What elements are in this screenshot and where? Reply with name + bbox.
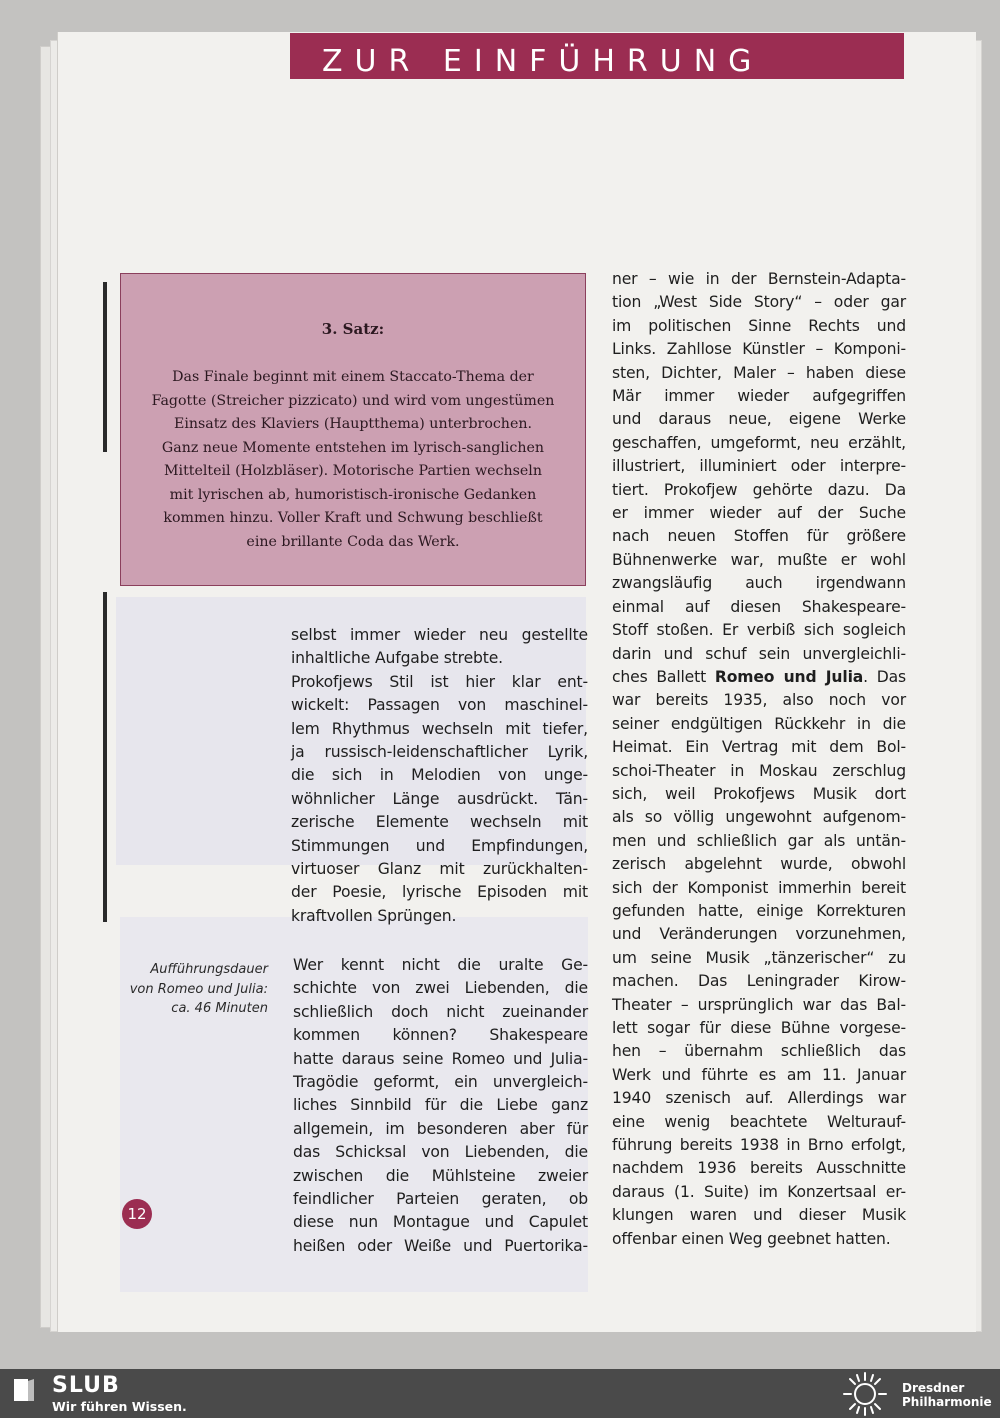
text-line: Wer kennt nicht die uralte Ge-	[293, 956, 588, 974]
text-line: tion „West Side Story“ – oder gar	[612, 293, 906, 312]
text-line: schließlich doch nicht zueinander	[293, 1002, 588, 1021]
philharmonie-name-line: Philharmonie	[902, 1395, 992, 1409]
text-line: schichte von zwei Liebenden, die	[293, 979, 588, 998]
caption-line: Aufführungsdauer	[150, 962, 268, 977]
text-line: virtuoser Glanz mit zurückhalten-	[291, 860, 588, 879]
text-line: klungen waren und dieser Musik	[612, 1206, 906, 1225]
duration-caption	[118, 960, 268, 1019]
text-line: wickelt: Passagen von maschinel-	[291, 696, 588, 715]
box-line: Fagotte (Streicher pizzicato) und wird vom ungestümen	[151, 392, 555, 409]
ballet-title: Romeo und Julia	[714, 667, 864, 686]
text-line: sich der Komponist immerhin bereit	[612, 878, 906, 897]
text-line: hatte daraus seine Romeo und Julia-	[293, 1049, 588, 1068]
caption-line: von Romeo und Julia:	[129, 981, 268, 997]
text-line: geschaffen, umgeformt, neu erzählt,	[612, 433, 906, 452]
text-line: Links. Zahllose Künstler – Komponi-	[612, 340, 906, 359]
text-line: wöhnlicher Länge ausdrückt. Tän-	[291, 789, 588, 808]
text-line: men und schließlich gar als untän-	[612, 831, 906, 850]
slub-name[interactable]: SLUB	[52, 1373, 120, 1398]
text-line: um seine Musik „tänzerischer“ zu	[612, 948, 906, 967]
text-line: im politischen Sinne Rechts und	[612, 316, 906, 335]
text-line: nachdem 1936 bereits Ausschnitte	[612, 1159, 906, 1178]
text-line: schoi-Theater in Moskau zerschlug	[612, 761, 906, 780]
text-line: daraus (1. Suite) im Konzertsaal er-	[612, 1182, 906, 1201]
text-line: lem Rhythmus wechseln mit tiefer,	[291, 719, 588, 738]
box-line: eine brillante Coda das Werk.	[246, 533, 460, 550]
text-line: Heimat. Ein Vertrag mit dem Bol-	[612, 738, 906, 757]
philharmonie-name[interactable]	[902, 1381, 996, 1409]
text-line: die sich in Melodien von unge-	[291, 766, 588, 785]
text-line: einmal auf diesen Shakespeare-	[612, 597, 906, 616]
text-line: heißen oder Weiße und Puertorika-	[293, 1236, 588, 1255]
box-line: Ganz neue Momente entstehen im lyrisch-sanglichen	[161, 439, 545, 456]
text-line: diese nun Montague und Capulet	[293, 1213, 588, 1232]
text-line: gefunden hatte, einige Korrekturen	[612, 901, 906, 920]
footer-bar	[0, 1369, 1000, 1418]
text-line: Bühnenwerke war, mußte er wohl	[612, 550, 906, 569]
text-fragment: ches Ballett	[612, 667, 715, 686]
text-line: zwangsläufig auch irgendwann	[612, 574, 906, 593]
text-line: selbst immer wieder neu gestellte	[291, 626, 588, 644]
text-line: tiert. Prokofjew gehörte dazu. Da	[612, 480, 906, 499]
text-line: inhaltliche Aufgabe strebte.	[291, 649, 503, 668]
box-line: mit lyrischen ab, humoristisch-ironische Gedanken	[169, 486, 537, 503]
box-line: Einsatz des Klaviers (Hauptthema) unterbrochen.	[173, 416, 532, 432]
movement-info-box	[120, 273, 586, 586]
text-line: eine wenig beachtete Welturauf-	[612, 1112, 906, 1131]
right-column	[612, 268, 906, 1251]
text-line: darin und schuf sein unvergleichli-	[612, 644, 906, 663]
text-line: sich, weil Prokofjews Musik dort	[612, 784, 906, 803]
box-line: Mittelteil (Holzbläser). Motorische Partien wechseln	[164, 463, 542, 479]
margin-rule	[103, 282, 107, 452]
text-line: lett sogar für diese Bühne vorgese-	[612, 1019, 906, 1037]
text-line: er immer wieder auf der Suche	[612, 504, 906, 523]
middle-column-block-2	[293, 954, 588, 1258]
text-line: und Veränderungen vorzunehmen,	[612, 925, 906, 944]
slub-tagline: Wir führen Wissen.	[52, 1399, 187, 1414]
page-number: 12	[122, 1199, 152, 1229]
text-line: kraftvollen Sprüngen.	[291, 906, 457, 925]
text-line: zerische Elemente wechseln mit	[291, 813, 588, 832]
middle-column-block-1	[291, 624, 588, 928]
text-fragment: . Das	[863, 667, 906, 686]
text-line: Mär immer wieder aufgegriffen	[612, 387, 906, 406]
text-line: seiner endgültigen Rückkehr in die	[612, 714, 906, 733]
box-line: Das Finale beginnt mit einem Staccato-Thema der	[172, 369, 534, 385]
text-line: feindlicher Parteien geraten, ob	[293, 1190, 588, 1209]
text-line: ner – wie in der Bernstein-Adapta-	[612, 270, 906, 288]
text-line: machen. Das Leningrader Kirow-	[612, 972, 906, 991]
margin-rule	[103, 592, 107, 922]
text-line: nach neuen Stoffen für größere	[612, 527, 906, 546]
philharmonie-logo-icon	[840, 1371, 890, 1417]
text-line: Werk und führte es am 11. Januar	[612, 1065, 906, 1084]
box-body	[135, 366, 571, 554]
text-line: der Poesie, lyrische Episoden mit	[291, 883, 588, 902]
text-line: hen – übernahm schließlich das	[612, 1042, 906, 1061]
text-line: illustriert, illuminiert oder interpre-	[612, 457, 906, 476]
caption-line: ca. 46 Minuten	[171, 1001, 268, 1016]
text-line: offenbar einen Weg geebnet hatten.	[612, 1229, 891, 1248]
text-line: kommen können? Shakespeare	[293, 1026, 588, 1045]
text-line: liches Sinnbild für die Liebe ganz	[293, 1096, 588, 1115]
philharmonie-name-line: Dresdner	[902, 1381, 965, 1395]
section-header: ZUR EINFÜHRUNG	[290, 33, 904, 79]
text-line: sten, Dichter, Maler – haben diese	[612, 363, 906, 382]
text-line: ja russisch-leidenschaftlicher Lyrik,	[291, 743, 588, 762]
slub-logo-icon	[12, 1377, 36, 1403]
text-line: allgemein, im besonderen aber für	[293, 1119, 588, 1138]
text-line: Stimmungen und Empfindungen,	[291, 836, 588, 855]
text-line: zwischen die Mühlsteine zweier	[293, 1166, 588, 1185]
text-line: das Schicksal von Liebenden, die	[293, 1143, 588, 1162]
text-line: Tragödie geformt, ein unvergleich-	[293, 1073, 588, 1092]
box-line: kommen hinzu. Voller Kraft und Schwung beschließt	[163, 510, 543, 526]
text-line: als so völlig ungewohnt aufgenom-	[612, 808, 906, 827]
text-line: 1940 szenisch auf. Allerdings war	[612, 1089, 906, 1108]
text-line: Prokofjews Stil ist hier klar ent-	[291, 672, 588, 691]
text-line: war bereits 1935, also noch vor	[612, 691, 906, 710]
text-line: zerisch abgelehnt wurde, obwohl	[612, 855, 906, 874]
text-line-with-title	[612, 666, 906, 689]
text-line: und daraus neue, eigene Werke	[612, 410, 906, 429]
box-title: 3. Satz:	[321, 320, 385, 338]
text-line: führung bereits 1938 in Brno erfolgt,	[612, 1136, 906, 1155]
text-line: Theater – ursprünglich war das Bal-	[612, 995, 906, 1014]
text-line: Stoff stoßen. Er verbiß sich sogleich	[612, 621, 906, 640]
